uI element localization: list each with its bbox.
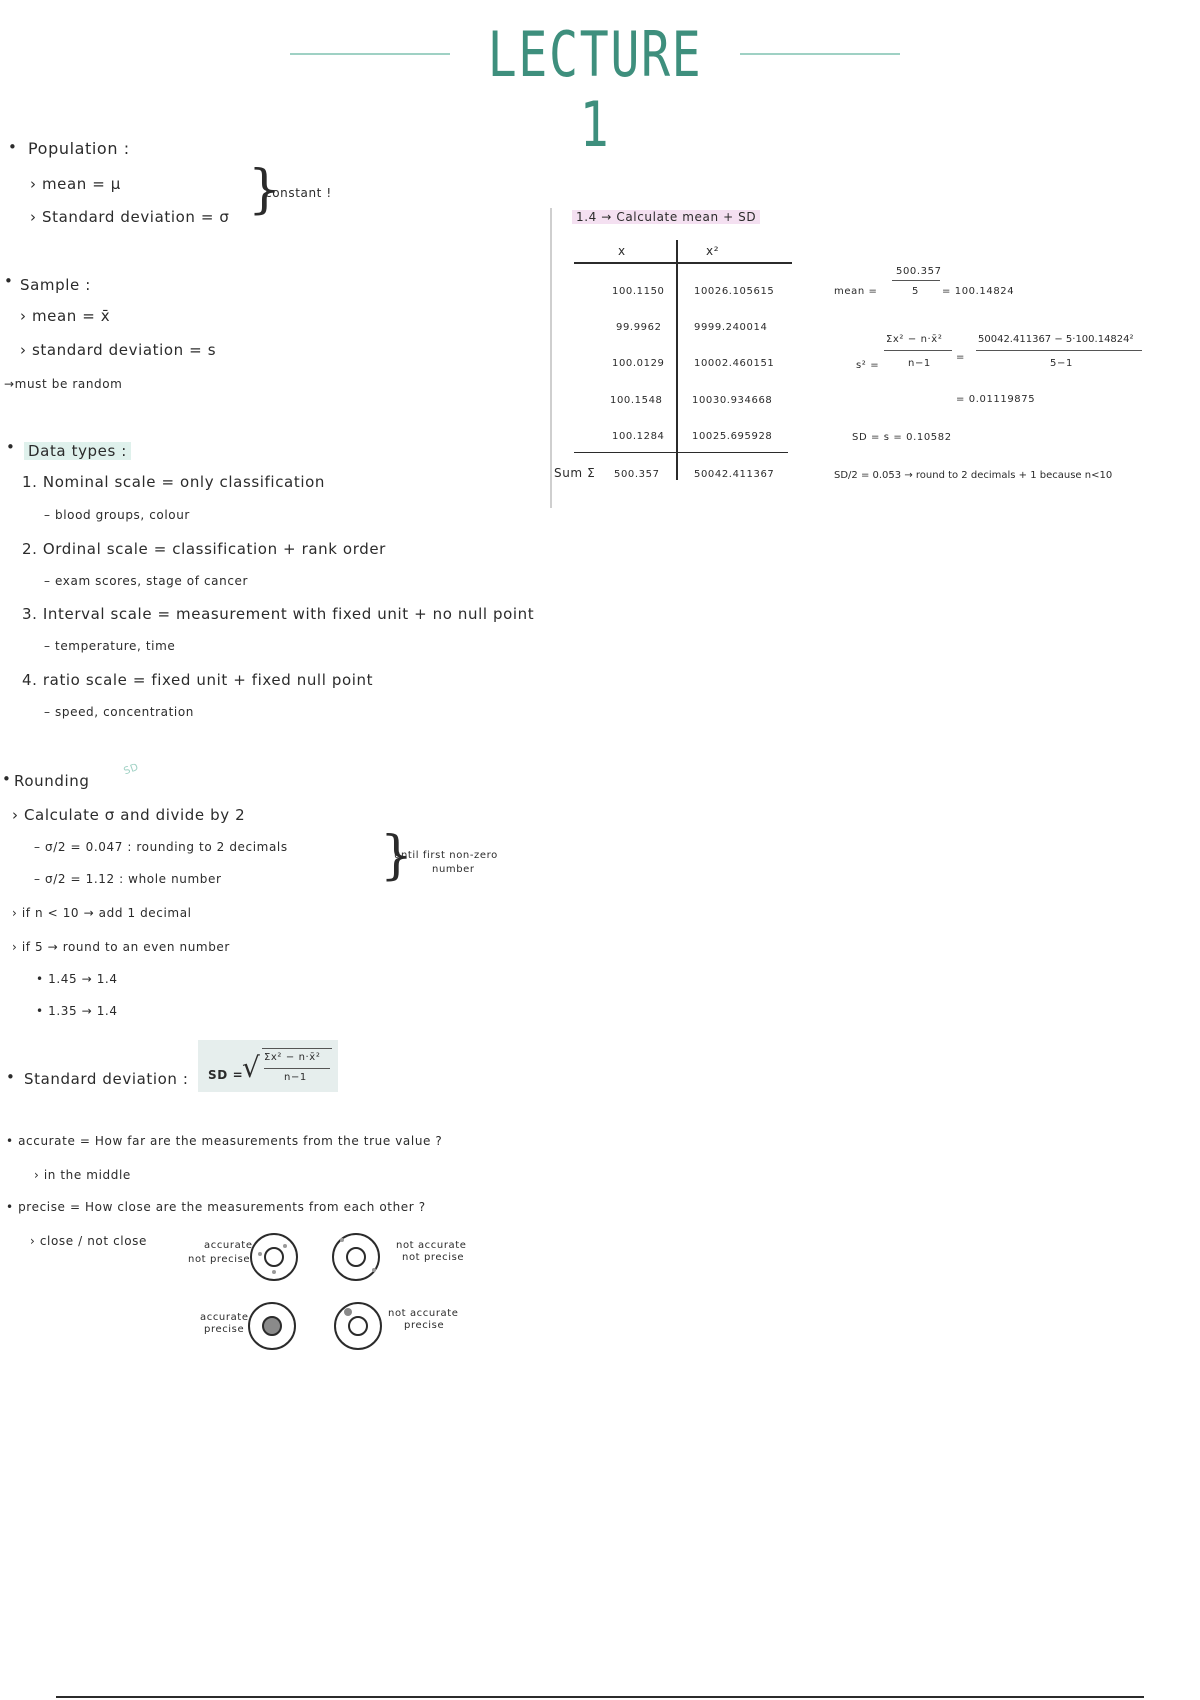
table-cell-x2: 10025.695928 (692, 431, 773, 442)
sd-rounding-note: SD/2 = 0.053 → round to 2 decimals + 1 because n<10 (834, 470, 1113, 481)
data-type-example: – blood groups, colour (44, 508, 190, 522)
variance-sub-denominator: 5−1 (1050, 358, 1073, 369)
rounding-item: – σ/2 = 0.047 : rounding to 2 decimals (34, 840, 288, 854)
mean-fraction-bar (892, 280, 940, 281)
accurate-sub: › in the middle (34, 1168, 131, 1182)
sd-formula-root-sign: √ (242, 1051, 261, 1084)
target-label: precise (204, 1324, 245, 1335)
sd-value: SD = s = 0.10582 (852, 432, 952, 443)
title-rule-left (290, 53, 450, 55)
target-label: not precise (402, 1252, 465, 1263)
rounding-item: – σ/2 = 1.12 : whole number (34, 872, 222, 886)
sd-formula-bullet: • (6, 1068, 16, 1086)
sample-bullet: • (4, 272, 14, 290)
table-cell-x2: 10002.460151 (694, 358, 775, 369)
rounding-item-text: if 5 → round to an even number (21, 940, 230, 954)
title-block (290, 18, 900, 161)
data-type-label: 2. Ordinal scale = classification + rank order (22, 540, 386, 558)
population-item-text: Standard deviation = σ (41, 208, 230, 226)
target-shot-icon (258, 1252, 262, 1256)
table-sum-x: 500.357 (614, 469, 660, 480)
accurate-text: accurate = How far are the measurements from the true value ? (18, 1134, 443, 1148)
table-header-x2: x² (706, 244, 720, 258)
target-inner-ring-icon (346, 1247, 366, 1267)
rounding-item-text: σ/2 = 0.047 : rounding to 2 decimals (45, 840, 288, 854)
rounding-bullet: • (2, 770, 12, 788)
table-column-rule (676, 240, 678, 480)
mean-numerator: 500.357 (896, 266, 942, 277)
target-inner-ring-icon (264, 1247, 284, 1267)
table-cell-x: 100.1150 (612, 286, 665, 297)
population-item-text: mean = μ (41, 175, 121, 193)
data-type-example-text: speed, concentration (55, 705, 195, 719)
mean-value: = 100.14824 (942, 286, 1015, 297)
table-header-rule (574, 262, 792, 264)
variance-denominator: n−1 (908, 358, 931, 369)
table-header-x: x (618, 244, 626, 258)
rounding-item: › if n < 10 → add 1 decimal (12, 906, 192, 920)
target-label: not accurate (396, 1240, 467, 1251)
precise-sub-text: close / not close (39, 1234, 147, 1248)
target-shot-icon (340, 1238, 344, 1242)
sample-item-text: standard deviation = s (31, 341, 217, 359)
table-cell-x: 100.1284 (612, 431, 665, 442)
rounding-item-text: 1.35 → 1.4 (48, 1004, 118, 1018)
data-type-label: 3. Interval scale = measurement with fixed unit + no null point (22, 605, 535, 623)
rounding-item-text: if n < 10 → add 1 decimal (21, 906, 192, 920)
table-cell-x2: 10030.934668 (692, 395, 773, 406)
sample-item-text: mean = x̄ (31, 307, 111, 325)
sample-item: › mean = x̄ (20, 307, 111, 325)
table-cell-x2: 10026.105615 (694, 286, 775, 297)
data-type-example: – temperature, time (44, 639, 176, 653)
precise-sub: › close / not close (30, 1234, 147, 1248)
table-sum-label: Sum Σ (554, 466, 596, 480)
variance-sub-fraction-bar (976, 350, 1142, 351)
sd-formula-numerator: Σx² − n·x̄² (264, 1052, 321, 1063)
example-heading (572, 210, 760, 224)
variance-label: s² = (856, 360, 880, 371)
data-type-label: 1. Nominal scale = only classification (22, 473, 325, 491)
table-cell-x: 99.9962 (616, 322, 662, 333)
sd-formula-label: Standard deviation : (24, 1070, 189, 1088)
target-shot-icon (272, 1270, 276, 1274)
rounding-brace-note: number (432, 864, 475, 875)
data-type-example: – exam scores, stage of cancer (44, 574, 249, 588)
data-types-heading-text: Data types : (24, 442, 131, 460)
precise-text: precise = How close are the measurements from each other ? (18, 1200, 426, 1214)
target-label: accurate (200, 1312, 249, 1323)
data-types-heading (24, 442, 131, 460)
title-rule-right (740, 53, 900, 55)
table-cell-x2: 9999.240014 (694, 322, 768, 333)
page-bottom-rule (56, 1696, 1144, 1698)
target-cluster-icon (262, 1316, 282, 1336)
precise-line: • precise = How close are the measurements from each other ? (6, 1200, 426, 1214)
target-inner-ring-icon (348, 1316, 368, 1336)
variance-value: = 0.01119875 (956, 394, 1036, 405)
example-heading-text: 1.4 → Calculate mean + SD (572, 210, 760, 224)
rounding-item-text: σ/2 = 1.12 : whole number (45, 872, 222, 886)
target-cluster-icon (344, 1308, 352, 1316)
rounding-sd-note: SD (122, 761, 141, 778)
accurate-sub-text: in the middle (43, 1168, 131, 1182)
table-cell-x: 100.1548 (610, 395, 663, 406)
population-heading: Population : (28, 139, 130, 158)
target-label: not precise (188, 1254, 251, 1265)
data-type-example-text: blood groups, colour (55, 508, 190, 522)
sd-formula-lhs: SD = (208, 1068, 244, 1082)
data-type-example: – speed, concentration (44, 705, 195, 719)
population-brace: } (248, 160, 282, 220)
page-title: LECTURE 1 (487, 18, 703, 161)
column-divider (550, 208, 552, 508)
data-type-example-text: temperature, time (55, 639, 176, 653)
target-label: accurate (204, 1240, 253, 1251)
sample-note: →must be random (4, 377, 123, 391)
rounding-brace: } (380, 826, 414, 886)
variance-equals: = (956, 352, 965, 363)
rounding-item-text: 1.45 → 1.4 (48, 972, 118, 986)
table-sum-rule (574, 452, 788, 453)
target-shot-icon (283, 1244, 287, 1248)
rounding-item: • 1.35 → 1.4 (36, 1004, 118, 1018)
rounding-item: › Calculate σ and divide by 2 (12, 806, 246, 824)
rounding-heading: Rounding (14, 772, 90, 790)
accurate-line: • accurate = How far are the measurements from the true value ? (6, 1134, 443, 1148)
population-bullet: • (8, 138, 18, 156)
rounding-brace-note: until first non-zero (394, 850, 498, 861)
table-cell-x: 100.0129 (612, 358, 665, 369)
variance-sub-numerator: 50042.411367 − 5·100.14824² (978, 334, 1134, 345)
target-shot-icon (372, 1268, 376, 1272)
data-type-example-text: exam scores, stage of cancer (55, 574, 249, 588)
data-types-bullet: • (6, 438, 16, 456)
rounding-item: › if 5 → round to an even number (12, 940, 230, 954)
rounding-item: • 1.45 → 1.4 (36, 972, 118, 986)
population-item: › mean = μ (30, 175, 121, 193)
sample-heading: Sample : (20, 276, 91, 294)
population-item: › Standard deviation = σ (30, 208, 230, 226)
population-brace-note: constant ! (265, 186, 332, 200)
sample-item: › standard deviation = s (20, 341, 217, 359)
rounding-item-text: Calculate σ and divide by 2 (23, 806, 246, 824)
variance-fraction-bar (884, 350, 952, 351)
table-sum-x2: 50042.411367 (694, 469, 775, 480)
variance-numerator: Σx² − n·x̄² (886, 334, 943, 345)
mean-label: mean = (834, 286, 878, 297)
sd-formula-root-bar (262, 1048, 332, 1049)
data-type-label: 4. ratio scale = fixed unit + fixed null point (22, 671, 374, 689)
sd-formula-denominator: n−1 (284, 1072, 307, 1083)
sd-formula-fraction-bar (264, 1068, 330, 1069)
mean-denominator: 5 (912, 286, 919, 297)
target-label: not accurate (388, 1308, 459, 1319)
target-label: precise (404, 1320, 445, 1331)
